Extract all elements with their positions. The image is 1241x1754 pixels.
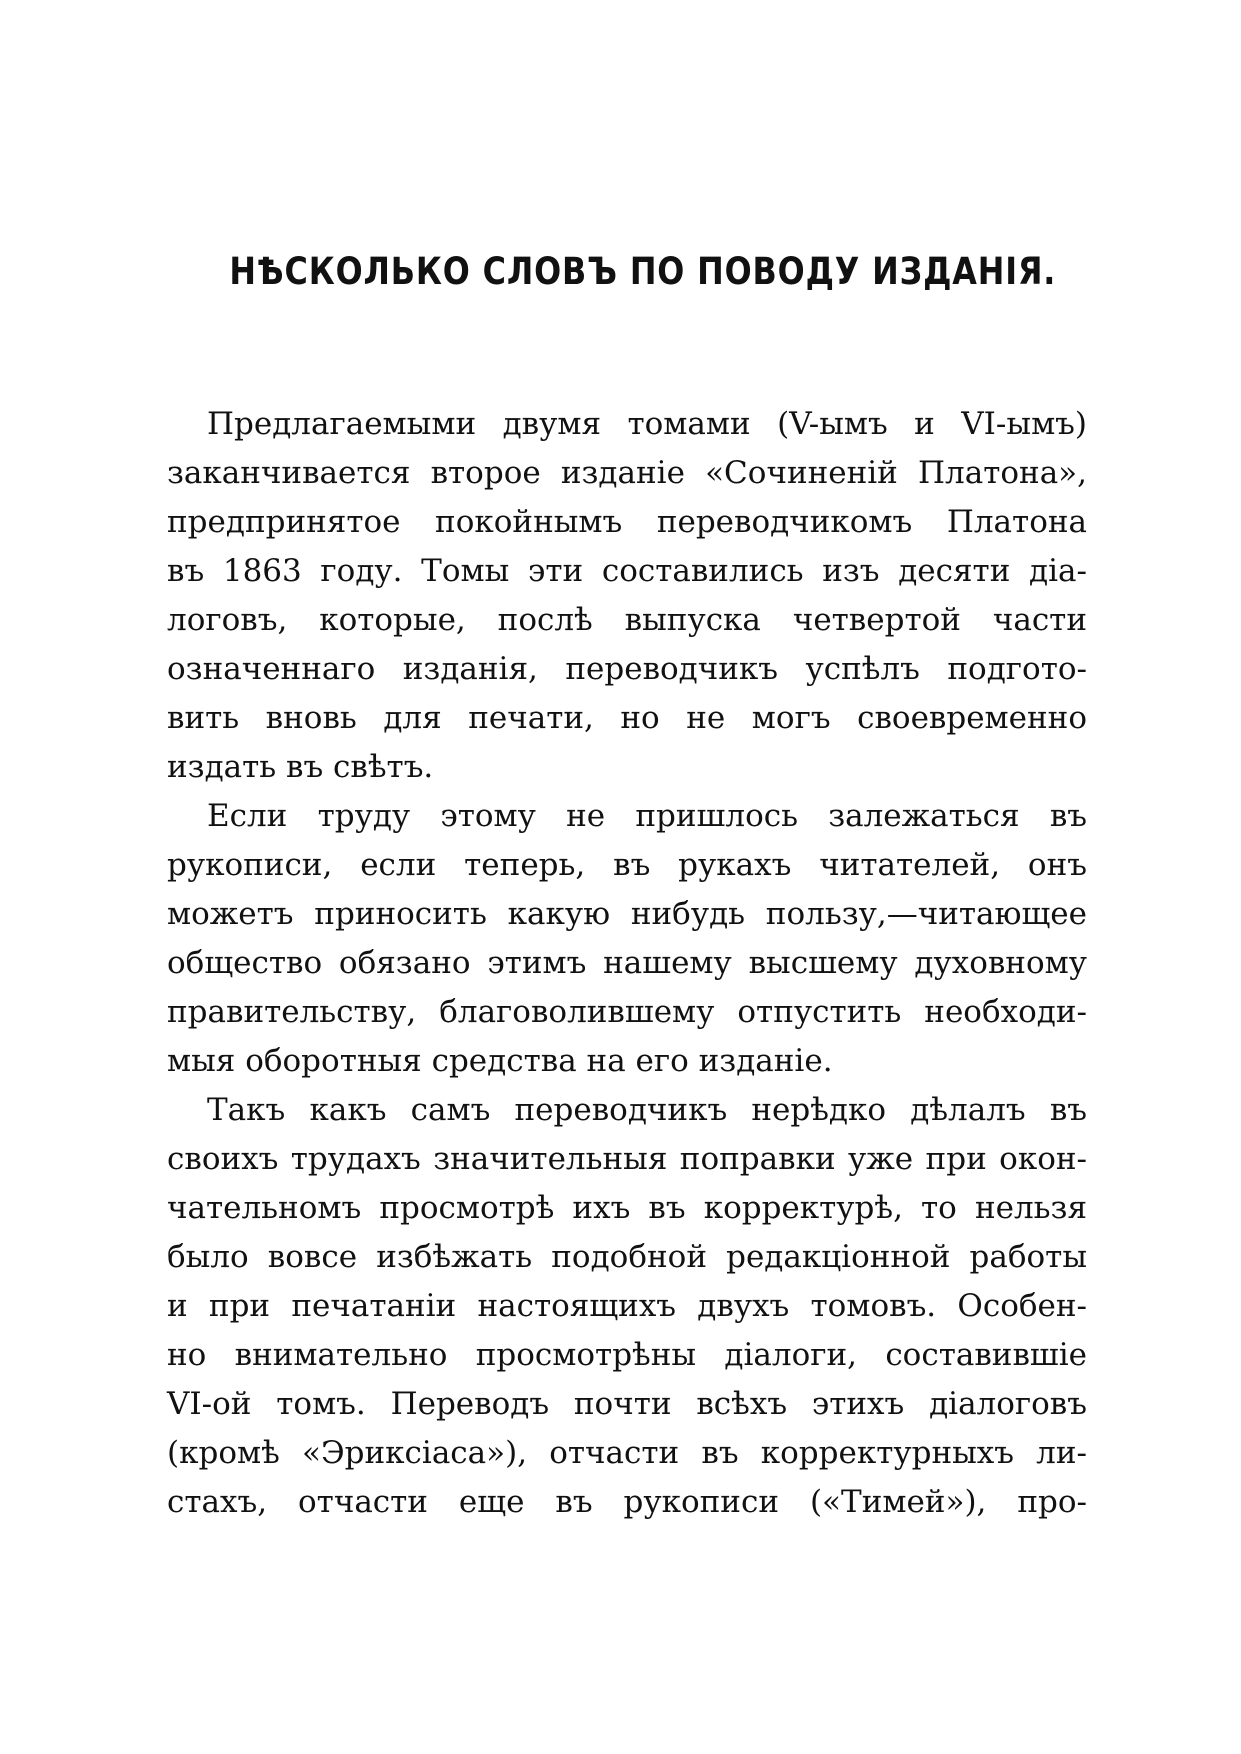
- text-line: издать въ свѣтъ.: [167, 749, 434, 785]
- text-line: предпринятое покойнымъ переводчикомъ Платона: [167, 504, 1087, 540]
- text-line: въ 1863 году. Томы эти составились изъ десяти діа-: [167, 553, 1087, 589]
- text-line: логовъ, которые, послѣ выпуска четвертой части: [167, 602, 1087, 638]
- text-line: чательномъ просмотрѣ ихъ въ корректурѣ, то нельзя: [167, 1190, 1087, 1226]
- text-line: было вовсе избѣжать подобной редакціонной работы: [167, 1239, 1087, 1275]
- body-text: [167, 400, 1087, 1527]
- text-line: стахъ, отчасти еще въ рукописи («Тимей»), про-: [167, 1484, 1087, 1520]
- text-line: своихъ трудахъ значительныя поправки уже при окон-: [167, 1141, 1087, 1177]
- text-line: заканчивается второе изданіе «Сочиненій Платона»,: [167, 455, 1087, 491]
- text-line: Предлагаемыми двумя томами (V-ымъ и VI-ымъ): [207, 406, 1087, 442]
- text-line: можетъ приносить какую нибудь пользу,—читающее: [167, 896, 1087, 932]
- text-line: VI-ой томъ. Переводъ почти всѣхъ этихъ діалоговъ: [167, 1386, 1087, 1422]
- text-line: и при печатаніи настоящихъ двухъ томовъ. Особен-: [167, 1288, 1087, 1324]
- text-line: мыя оборотныя средства на его изданіе.: [167, 1043, 833, 1079]
- text-line: вить вновь для печати, но не могъ своевременно: [167, 700, 1087, 736]
- text-line: Такъ какъ самъ переводчикъ нерѣдко дѣлалъ въ: [207, 1092, 1087, 1128]
- text-line: (кромѣ «Эриксіаса»), отчасти въ корректурныхъ ли-: [167, 1435, 1087, 1471]
- text-line: означеннаго изданія, переводчикъ успѣлъ подгото-: [167, 651, 1087, 687]
- text-line: общество обязано этимъ нашему высшему духовному: [167, 945, 1087, 981]
- text-line: правительству, благоволившему отпустить необходи-: [167, 994, 1087, 1030]
- text-line: рукописи, если теперь, въ рукахъ читателей, онъ: [167, 847, 1087, 883]
- text-line: Если труду этому не пришлось залежаться въ: [207, 798, 1087, 834]
- text-line: но внимательно просмотрѣны діалоги, составившіе: [167, 1337, 1087, 1373]
- page-title: НѢСКОЛЬКО СЛОВЪ ПО ПОВОДУ ИЗДАНІЯ.: [229, 250, 1057, 293]
